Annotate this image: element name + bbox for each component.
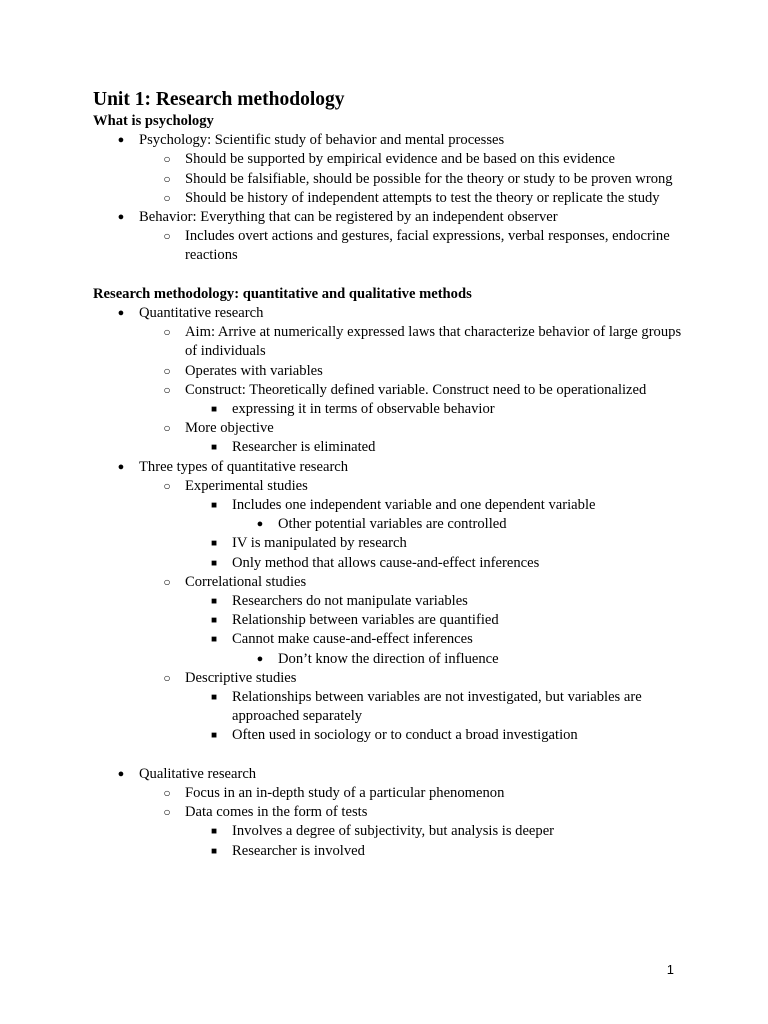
list-item-text: Behavior: Everything that can be registered by an independent observer bbox=[139, 209, 558, 225]
filled-circle-bullet-icon: ● bbox=[117, 460, 125, 473]
list-item-text: Quantitative research bbox=[139, 304, 264, 321]
list-item bbox=[93, 362, 693, 381]
square-bullet-icon: ■ bbox=[210, 596, 218, 608]
list-item-text: Experimental studies bbox=[185, 477, 308, 494]
section-heading: What is psychology bbox=[93, 113, 214, 129]
list-item bbox=[93, 822, 693, 841]
list-item bbox=[93, 765, 693, 784]
square-bullet-icon: ■ bbox=[210, 730, 218, 742]
list-item bbox=[93, 477, 693, 496]
filled-circle-bullet-icon: ● bbox=[117, 211, 125, 223]
list-item bbox=[93, 419, 693, 438]
page-title: Unit 1: Research methodology bbox=[93, 89, 345, 110]
list-item-text: Only method that allows cause-and-effect inferences bbox=[232, 554, 540, 571]
list-item-text: Often used in sociology or to conduct a broad investigation bbox=[232, 727, 578, 744]
list-item-text: Other potential variables are controlled bbox=[278, 516, 507, 533]
list-item-text: Construct: Theoretically defined variable. Construct need to be operationalized bbox=[185, 381, 647, 398]
list-item bbox=[93, 170, 693, 189]
filled-circle-bullet-icon: ● bbox=[117, 306, 125, 319]
list-item-text: Researchers do not manipulate variables bbox=[232, 593, 468, 610]
list-item bbox=[93, 611, 693, 630]
list-item-text: Aim: Arrive at numerically expressed laws that characterize behavior of large groups of individuals bbox=[185, 324, 682, 360]
list-item-text: Descriptive studies bbox=[185, 669, 297, 686]
section-spacer bbox=[93, 266, 693, 285]
list-item-text: Data comes in the form of tests bbox=[185, 804, 368, 821]
filled-circle-bullet-icon: ● bbox=[256, 518, 264, 531]
list-item-text: Qualitative research bbox=[139, 765, 257, 782]
list-item bbox=[93, 208, 693, 227]
square-bullet-icon: ■ bbox=[210, 404, 218, 415]
hollow-circle-bullet-icon: ○ bbox=[163, 382, 171, 397]
list-item bbox=[93, 534, 693, 553]
list-item bbox=[93, 227, 693, 265]
list-item bbox=[93, 726, 693, 745]
hollow-circle-bullet-icon: ○ bbox=[163, 152, 171, 167]
hollow-circle-bullet-icon: ○ bbox=[163, 363, 171, 378]
list-item bbox=[93, 630, 693, 649]
hollow-circle-bullet-icon: ○ bbox=[163, 574, 171, 589]
list-item-text: Psychology: Scientific study of behavior and mental processes bbox=[139, 132, 505, 149]
square-bullet-icon: ■ bbox=[210, 557, 218, 569]
list-item-text: Correlational studies bbox=[185, 573, 307, 590]
list-item-text: More objective bbox=[185, 420, 274, 437]
list-item-text: Focus in an in-depth study of a particular phenomenon bbox=[185, 785, 505, 802]
list-item-text: Operates with variables bbox=[185, 362, 323, 379]
square-bullet-icon: ■ bbox=[210, 538, 218, 550]
list-item bbox=[93, 323, 693, 361]
list-item-text: Should be falsifiable, should be possible for the theory or study to be proven wrong bbox=[185, 170, 673, 187]
hollow-circle-bullet-icon: ○ bbox=[163, 229, 171, 244]
list-item-text: Should be supported by empirical evidence and be based on this evidence bbox=[185, 151, 615, 168]
list-item-text: Researcher is involved bbox=[232, 842, 365, 859]
hollow-circle-bullet-icon: ○ bbox=[163, 805, 171, 820]
document-body bbox=[93, 112, 693, 861]
hollow-circle-bullet-icon: ○ bbox=[163, 171, 171, 186]
list-item bbox=[93, 458, 693, 477]
list-item-text: Should be history of independent attempts to test the theory or replicate the study bbox=[185, 189, 660, 206]
section-heading: Research methodology: quantitative and qualitative methods bbox=[93, 285, 472, 302]
list-item-text: IV is manipulated by research bbox=[232, 535, 407, 552]
list-item-text: Don’t know the direction of influence bbox=[278, 650, 499, 667]
list-item bbox=[93, 592, 693, 611]
list-item bbox=[93, 688, 693, 726]
filled-circle-bullet-icon: ● bbox=[256, 652, 264, 665]
list-item bbox=[93, 669, 693, 688]
filled-circle-bullet-icon: ● bbox=[117, 767, 125, 780]
list-item-text: Includes one independent variable and one dependent variable bbox=[232, 497, 596, 514]
list-item bbox=[93, 189, 693, 208]
hollow-circle-bullet-icon: ○ bbox=[163, 670, 171, 685]
document-page bbox=[93, 88, 693, 861]
list-item bbox=[93, 803, 693, 822]
hollow-circle-bullet-icon: ○ bbox=[163, 190, 171, 205]
square-bullet-icon: ■ bbox=[210, 692, 218, 704]
square-bullet-icon: ■ bbox=[210, 845, 218, 857]
list-item bbox=[93, 554, 693, 573]
square-bullet-icon: ■ bbox=[210, 826, 218, 838]
hollow-circle-bullet-icon: ○ bbox=[163, 325, 171, 340]
list-item bbox=[93, 573, 693, 592]
hollow-circle-bullet-icon: ○ bbox=[163, 421, 171, 436]
square-bullet-icon: ■ bbox=[210, 500, 218, 512]
list-item bbox=[93, 515, 693, 534]
square-bullet-icon: ■ bbox=[210, 615, 218, 627]
list-item bbox=[93, 381, 693, 400]
list-item bbox=[93, 304, 693, 323]
list-item-text: Relationships between variables are not investigated, but variables are approached separately bbox=[232, 689, 642, 725]
list-item-text: Involves a degree of subjectivity, but analysis is deeper bbox=[232, 823, 555, 840]
hollow-circle-bullet-icon: ○ bbox=[163, 786, 171, 801]
list-item-text: Researcher is eliminated bbox=[232, 439, 376, 456]
list-item bbox=[93, 438, 693, 457]
square-bullet-icon: ■ bbox=[210, 634, 218, 646]
list-item bbox=[93, 400, 693, 419]
list-item bbox=[93, 131, 693, 150]
page-number: 1 bbox=[666, 962, 674, 977]
list-item-text: Three types of quantitative research bbox=[139, 458, 349, 475]
list-spacer bbox=[93, 746, 693, 765]
list-item bbox=[93, 150, 693, 169]
list-item bbox=[93, 496, 693, 515]
list-item-text: Includes overt actions and gestures, facial expressions, verbal responses, endocrine reactions bbox=[185, 228, 670, 264]
list-item-text: expressing it in terms of observable behavior bbox=[232, 401, 495, 417]
list-item bbox=[93, 650, 693, 669]
square-bullet-icon: ■ bbox=[210, 442, 218, 454]
list-item-text: Cannot make cause-and-effect inferences bbox=[232, 631, 473, 648]
list-item bbox=[93, 784, 693, 803]
list-item-text: Relationship between variables are quantified bbox=[232, 612, 499, 629]
filled-circle-bullet-icon: ● bbox=[117, 134, 125, 147]
list-item bbox=[93, 842, 693, 861]
hollow-circle-bullet-icon: ○ bbox=[163, 478, 171, 493]
